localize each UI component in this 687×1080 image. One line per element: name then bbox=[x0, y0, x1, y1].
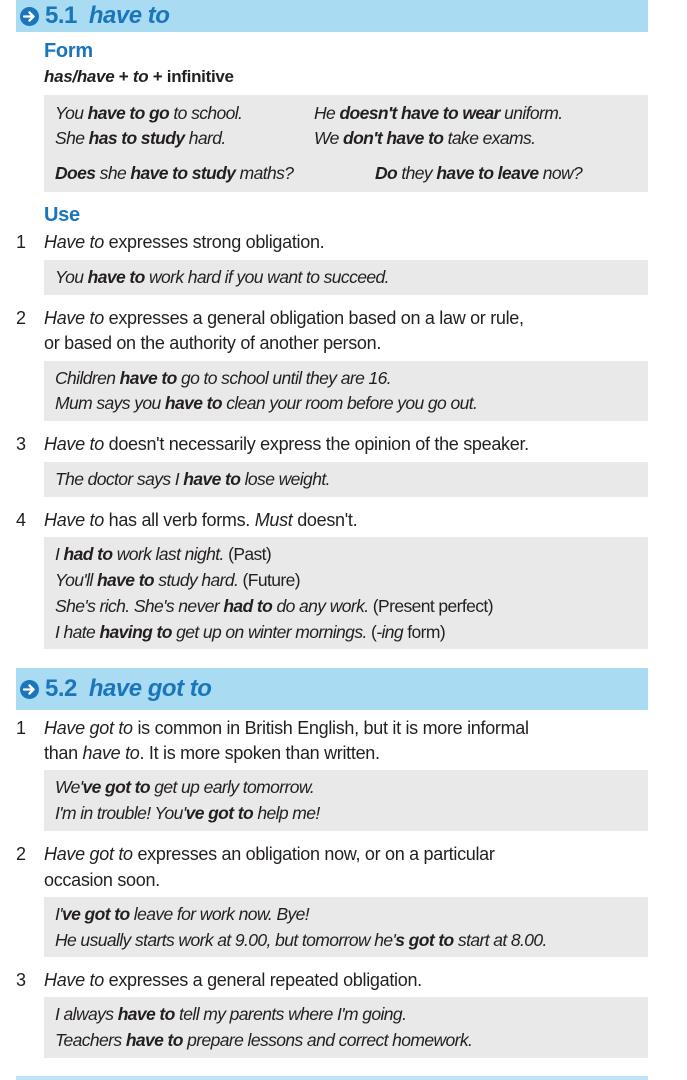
text: expresses a general obligation based on a law or rule, bbox=[103, 308, 524, 328]
text: I bbox=[55, 544, 64, 564]
example-line bbox=[55, 930, 547, 951]
text: is common in British English, but it is more informal bbox=[132, 718, 529, 738]
text: The doctor says I bbox=[55, 469, 184, 489]
item-text bbox=[44, 432, 529, 457]
example-line bbox=[55, 570, 300, 591]
text: doesn't have to wear bbox=[339, 103, 500, 123]
item-text bbox=[44, 508, 357, 533]
example-line bbox=[55, 393, 477, 414]
text: Does bbox=[55, 163, 96, 183]
text: than bbox=[44, 743, 83, 763]
text: having to bbox=[99, 622, 172, 642]
example-box bbox=[44, 361, 648, 421]
example-box bbox=[44, 997, 648, 1058]
text: s got to bbox=[395, 930, 454, 950]
text: have to bbox=[117, 1004, 175, 1024]
item-number: 1 bbox=[16, 232, 26, 252]
text: Must bbox=[254, 510, 293, 530]
text: help me! bbox=[253, 803, 320, 823]
item-number: 4 bbox=[16, 510, 26, 530]
arrow-circle-icon bbox=[20, 7, 39, 26]
example-line bbox=[55, 163, 293, 184]
text: I' bbox=[55, 904, 63, 924]
text: work last night. bbox=[112, 544, 224, 564]
item-number: 2 bbox=[16, 308, 26, 328]
example-line bbox=[55, 1030, 472, 1051]
item-number: 1 bbox=[16, 718, 26, 738]
example-line bbox=[55, 469, 330, 490]
item-number: 2 bbox=[16, 844, 26, 864]
text: Have to bbox=[44, 510, 104, 530]
item-number: 3 bbox=[16, 970, 26, 990]
text: I always bbox=[55, 1004, 118, 1024]
text: have to study bbox=[130, 163, 236, 183]
text: have to leave bbox=[436, 163, 539, 183]
text: Have to bbox=[44, 232, 104, 252]
text: to school. bbox=[169, 103, 243, 123]
text: have to bbox=[82, 743, 140, 763]
section-divider bbox=[16, 1076, 648, 1080]
text: don't have to bbox=[343, 128, 444, 148]
example-line bbox=[314, 103, 563, 124]
item-text bbox=[44, 716, 529, 741]
text: start at 8.00. bbox=[453, 930, 547, 950]
text: -ing bbox=[376, 622, 404, 642]
item-text bbox=[44, 741, 380, 766]
section-header-5-1 bbox=[16, 0, 648, 32]
tense-label: ( bbox=[366, 622, 377, 642]
text: have to bbox=[125, 1030, 183, 1050]
example-line bbox=[55, 1004, 406, 1025]
example-line bbox=[55, 777, 314, 798]
section-title: have got to bbox=[88, 675, 212, 702]
text: expresses strong obligation. bbox=[103, 232, 325, 252]
text: ve got to bbox=[82, 777, 150, 797]
text: She's rich. She's never bbox=[55, 596, 224, 616]
example-line bbox=[55, 103, 242, 124]
item-text bbox=[44, 306, 524, 331]
text: have to bbox=[164, 393, 222, 413]
text: have to bbox=[87, 267, 145, 287]
example-box bbox=[44, 462, 648, 497]
example-line bbox=[55, 267, 389, 288]
text: has to study bbox=[88, 128, 185, 148]
text: ve got to bbox=[185, 803, 254, 823]
text: He bbox=[314, 103, 340, 123]
use-heading: Use bbox=[44, 204, 80, 226]
text: work hard if you want to succeed. bbox=[144, 267, 389, 287]
text: get up on winter mornings. bbox=[171, 622, 367, 642]
text: You'll bbox=[55, 570, 97, 590]
text: expresses an obligation now, or on a particular bbox=[132, 844, 495, 864]
form-examples-box bbox=[44, 95, 648, 192]
text: He usually starts work at 9.00, but tomorrow he' bbox=[55, 930, 396, 950]
text: We' bbox=[55, 777, 83, 797]
section-title: have to bbox=[88, 2, 170, 29]
section-number: 5.2 bbox=[45, 675, 77, 702]
tense-label: (Present perfect) bbox=[368, 596, 493, 616]
text: Have to bbox=[44, 308, 104, 328]
text: expresses a general repeated obligation. bbox=[103, 970, 422, 990]
item-text: occasion soon. bbox=[44, 870, 160, 890]
formula-part: + infinitive bbox=[148, 67, 234, 86]
text: leave for work now. Bye! bbox=[129, 904, 310, 924]
text: Have got to bbox=[44, 844, 133, 864]
text: doesn't necessarily express the opinion of the speaker. bbox=[103, 434, 529, 454]
example-box bbox=[44, 770, 648, 831]
example-line bbox=[55, 544, 271, 565]
text: Teachers bbox=[55, 1030, 126, 1050]
example-line bbox=[375, 163, 582, 184]
item-number: 3 bbox=[16, 434, 26, 454]
form-heading: Form bbox=[44, 40, 93, 62]
text: now? bbox=[538, 163, 583, 183]
text: ve got to bbox=[62, 904, 130, 924]
text: Mum says you bbox=[55, 393, 165, 413]
example-line bbox=[55, 596, 493, 617]
example-box bbox=[44, 537, 648, 649]
form-formula bbox=[44, 67, 234, 87]
tense-label: (Past) bbox=[223, 544, 272, 564]
example-box bbox=[44, 260, 648, 295]
text: they bbox=[397, 163, 437, 183]
item-text bbox=[44, 842, 495, 867]
formula-part: has/have bbox=[44, 67, 115, 86]
text: go to school until they are 16. bbox=[176, 368, 392, 388]
text: had to bbox=[223, 596, 273, 616]
text: I hate bbox=[55, 622, 100, 642]
section-header-5-2 bbox=[16, 668, 648, 710]
text: She bbox=[55, 128, 89, 148]
text: hard. bbox=[184, 128, 226, 148]
text: Children bbox=[55, 368, 120, 388]
text: You bbox=[55, 103, 88, 123]
text: Have to bbox=[44, 970, 104, 990]
text: Have got to bbox=[44, 718, 133, 738]
item-text bbox=[44, 230, 324, 255]
text: prepare lessons and correct homework. bbox=[182, 1030, 473, 1050]
tense-label: (Future) bbox=[238, 570, 300, 590]
text: You bbox=[55, 267, 88, 287]
text: have to go bbox=[87, 103, 170, 123]
example-line bbox=[55, 803, 320, 824]
tense-label: form) bbox=[403, 622, 446, 642]
text: We bbox=[314, 128, 343, 148]
arrow-circle-icon bbox=[20, 680, 39, 699]
text: uniform. bbox=[499, 103, 563, 123]
text: Do bbox=[375, 163, 398, 183]
text: Have to bbox=[44, 434, 104, 454]
text: she bbox=[95, 163, 131, 183]
text: doesn't. bbox=[292, 510, 358, 530]
text: have to bbox=[96, 570, 155, 590]
text: I'm in trouble! You' bbox=[55, 803, 186, 823]
item-text bbox=[44, 968, 422, 993]
text: study hard. bbox=[154, 570, 239, 590]
text: maths? bbox=[235, 163, 294, 183]
formula-part: to bbox=[132, 67, 149, 86]
example-line bbox=[55, 904, 309, 925]
example-line bbox=[55, 368, 391, 389]
text: get up early tomorrow. bbox=[150, 777, 315, 797]
text: have to bbox=[119, 368, 177, 388]
text: had to bbox=[63, 544, 113, 564]
text: has all verb forms. bbox=[103, 510, 255, 530]
text: lose weight. bbox=[240, 469, 330, 489]
example-line bbox=[55, 128, 226, 149]
text: clean your room before you go out. bbox=[221, 393, 478, 413]
example-line bbox=[55, 622, 445, 643]
text: . It is more spoken than written. bbox=[139, 743, 380, 763]
item-text: or based on the authority of another person. bbox=[44, 333, 382, 353]
example-line bbox=[314, 128, 535, 149]
text: have to bbox=[183, 469, 241, 489]
section-number: 5.1 bbox=[45, 2, 77, 29]
text: do any work. bbox=[272, 596, 369, 616]
text: take exams. bbox=[443, 128, 536, 148]
text: tell my parents where I'm going. bbox=[174, 1004, 407, 1024]
formula-part: + bbox=[114, 67, 133, 86]
example-box bbox=[44, 897, 648, 957]
